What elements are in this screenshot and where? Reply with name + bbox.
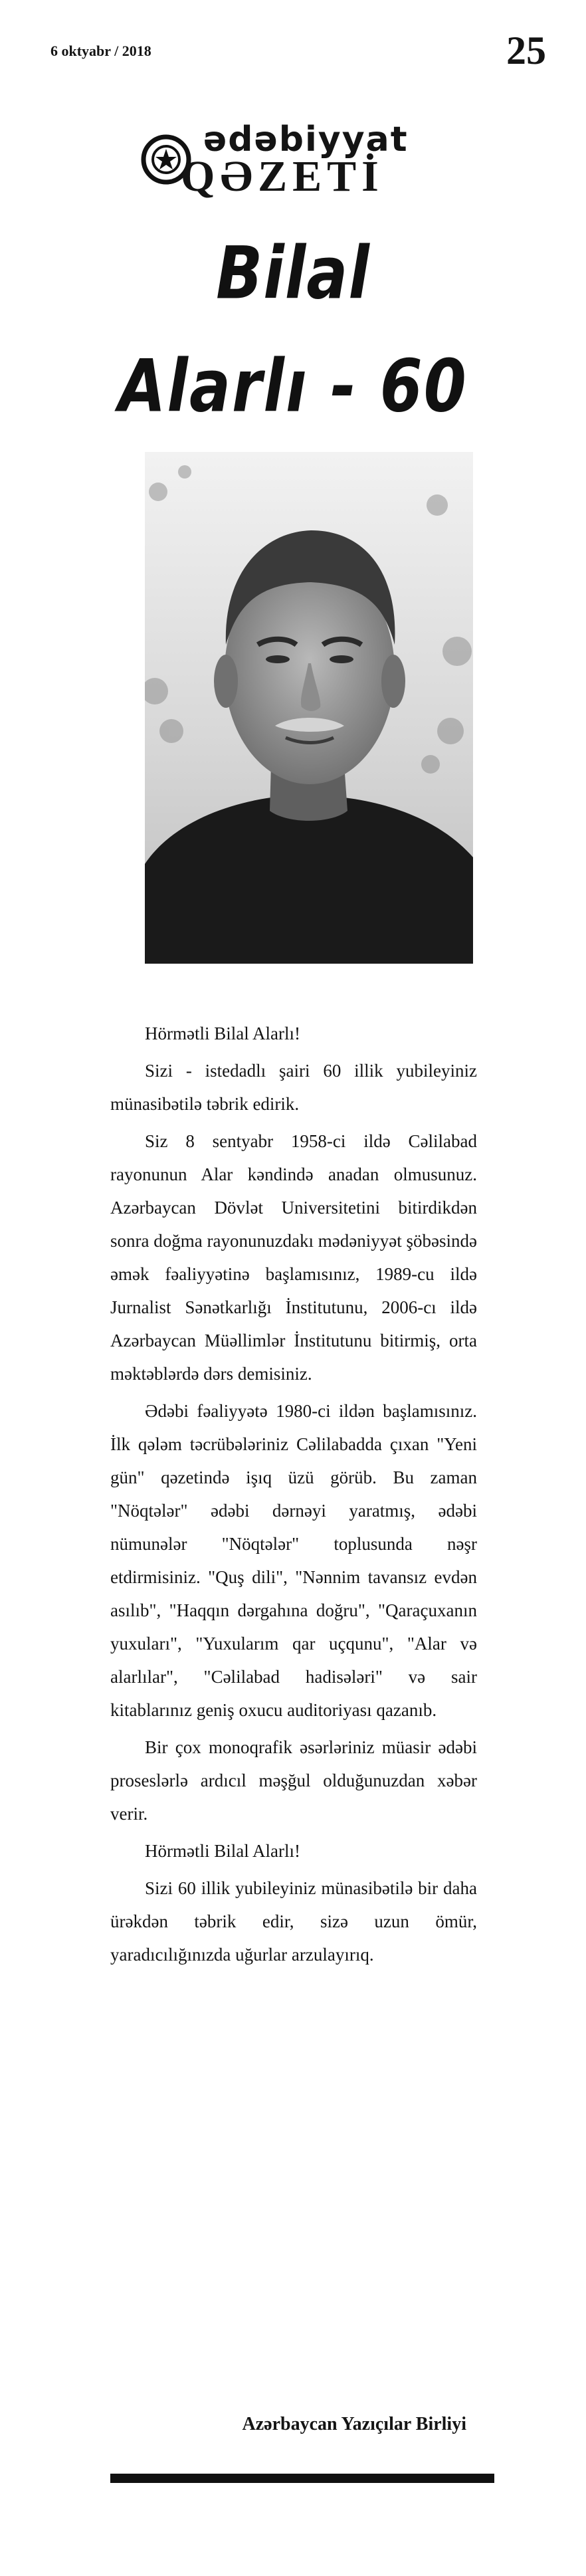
bottom-divider [110, 2474, 494, 2483]
article-paragraph: Bir çox monoqrafik əsərləriniz müasir ədəbi proseslərlə ardıcıl məşğul olduğunuzdan xəbər verir. [110, 1737, 477, 1824]
article-paragraph: Sizi 60 illik yubileyiniz münasibətilə bir daha ürəkdən təbrik edir, sizə uzun ömür, yaradıcılığınızda uğurlar arzulayırıq. [110, 1878, 477, 1965]
portrait-illustration [145, 452, 473, 964]
newspaper-logo [140, 120, 439, 201]
article-paragraph: Ədəbi fəaliyyətə 1980-ci ildən başlamısınız. İlk qələm təcrübələriniz Cəlilabadda çıxan "Yeni gün" qəzetində işıq üzü görüb. Bu zaman "Nöqtələr" ədəbi dərnəyi yaratmış, ədəbi nümunələr "Nöqtələr" toplusunda nəşr etdirmisiniz. "Quş dili", "Nənnim tavansız evdən asılıb", "Haqqın dərgahına doğru", "Qaraçuxanın yuxuları", "Yuxularım qar uçqunu", "Alar və alarlılar", "Cəlilabad hadisələri" və sair kitablarınız geniş oxucu auditoriyası qazanıb. [110, 1401, 477, 1720]
logo-line-1: ədəbiyyat [203, 120, 409, 160]
headline-line-1: Bilal [216, 231, 370, 316]
logo-line-2: QƏZETİ [181, 152, 384, 201]
article-paragraph: Hörmətli Bilal Alarlı! [145, 1023, 300, 1043]
article-body [110, 1017, 477, 1975]
headline-line-2: Alarlı - 60 [118, 344, 468, 429]
article-paragraph: Sizi - istedadlı şairi 60 illik yubileyiniz münasibətilə təbrik edirik. [110, 1061, 477, 1114]
signature: Azərbaycan Yazıçılar Birliyi [242, 2414, 466, 2434]
portrait-photo [145, 452, 473, 964]
page-number: 25 [506, 29, 546, 72]
issue-date: 6 oktyabr / 2018 [50, 43, 151, 59]
article-paragraph: Siz 8 sentyabr 1958-ci ildə Cəlilabad rayonunun Alar kəndində anadan olmusunuz. Azərbaycan Dövlət Universitetini bitirdikdən sonra doğma rayonunuzdakı mədəniyyət şöbəsində əmək fəaliyyətinə başlamısınız, 1989-cu ildə Jurnalist Sənətkarlığı İnstitutunu, 2006-cı ildə Azərbaycan Müəllimlər İnstitutunu bitirmiş, orta məktəblərdə dərs demisiniz. [110, 1131, 477, 1384]
article-paragraph: Hörmətli Bilal Alarlı! [145, 1841, 300, 1861]
